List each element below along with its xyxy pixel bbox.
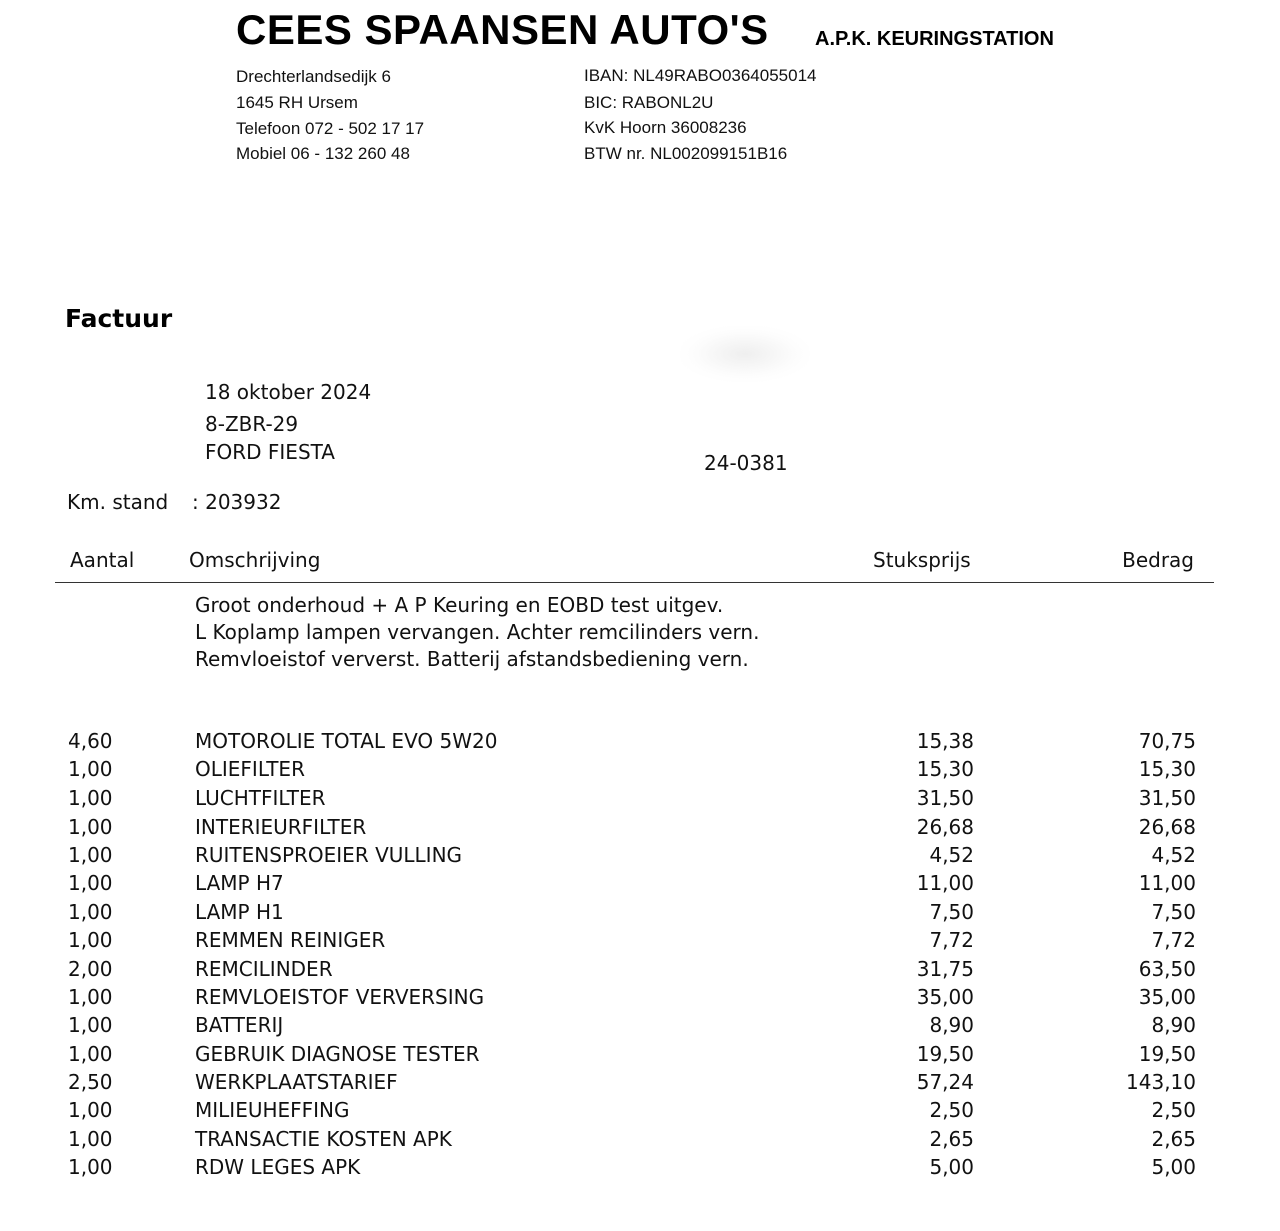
license-plate: 8-ZBR-29 xyxy=(205,412,299,436)
row-amount: 11,00 xyxy=(1138,871,1196,895)
row-name: WERKPLAATSTARIEF xyxy=(195,1070,398,1094)
row-amount: 143,10 xyxy=(1126,1070,1196,1094)
row-name: RUITENSPROEIER VULLING xyxy=(195,843,463,867)
work-description-line: Groot onderhoud + A P Keuring en EOBD test uitgev. xyxy=(195,593,724,617)
table-row xyxy=(0,985,1280,1013)
row-qty: 1,00 xyxy=(68,757,113,781)
row-amount: 31,50 xyxy=(1138,786,1196,810)
row-qty: 1,00 xyxy=(68,1042,113,1066)
company-name: CEES SPAANSEN AUTO'S xyxy=(236,6,769,53)
row-name: MOTOROLIE TOTAL EVO 5W20 xyxy=(195,729,498,753)
row-unit-price: 19,50 xyxy=(916,1042,974,1066)
row-unit-price: 15,38 xyxy=(916,729,974,753)
invoice-number: 24-0381 xyxy=(704,451,788,475)
row-qty: 1,00 xyxy=(68,1098,113,1122)
row-unit-price: 7,50 xyxy=(929,900,974,924)
table-row xyxy=(0,729,1280,757)
row-unit-price: 15,30 xyxy=(916,757,974,781)
table-row xyxy=(0,957,1280,985)
vehicle-model: FORD FIESTA xyxy=(205,440,335,464)
table-row xyxy=(0,843,1280,871)
row-name: LAMP H1 xyxy=(195,900,284,924)
row-qty: 1,00 xyxy=(68,815,113,839)
table-row xyxy=(0,928,1280,956)
row-unit-price: 31,75 xyxy=(916,957,974,981)
table-row xyxy=(0,1098,1280,1126)
column-header-unit-price: Stuksprijs xyxy=(873,548,971,572)
row-amount: 5,00 xyxy=(1151,1155,1196,1179)
row-qty: 1,00 xyxy=(68,1155,113,1179)
btw: BTW nr. NL002099151B16 xyxy=(584,144,788,163)
row-qty: 1,00 xyxy=(68,985,113,1009)
invoice-title: Factuur xyxy=(65,304,173,333)
row-amount: 7,72 xyxy=(1151,928,1196,952)
row-name: TRANSACTIE KOSTEN APK xyxy=(195,1127,452,1151)
row-unit-price: 57,24 xyxy=(916,1070,974,1094)
row-unit-price: 31,50 xyxy=(916,786,974,810)
row-name: REMMEN REINIGER xyxy=(195,928,386,952)
row-amount: 2,65 xyxy=(1151,1127,1196,1151)
header-rule xyxy=(55,582,1214,583)
row-name: RDW LEGES APK xyxy=(195,1155,361,1179)
invoice-date: 18 oktober 2024 xyxy=(205,380,372,404)
row-unit-price: 2,50 xyxy=(929,1098,974,1122)
kvk: KvK Hoorn 36008236 xyxy=(584,118,747,137)
table-row xyxy=(0,1155,1280,1183)
row-name: BATTERIJ xyxy=(195,1013,284,1037)
row-qty: 1,00 xyxy=(68,1127,113,1151)
address-street: Drechterlandsedijk 6 xyxy=(236,67,391,86)
redacted-area xyxy=(680,326,810,382)
table-row xyxy=(0,786,1280,814)
row-name: MILIEUHEFFING xyxy=(195,1098,350,1122)
column-header-description: Omschrijving xyxy=(189,548,321,572)
row-name: REMCILINDER xyxy=(195,957,333,981)
company-tagline: A.P.K. KEURINGSTATION xyxy=(815,28,1054,50)
row-amount: 70,75 xyxy=(1138,729,1196,753)
row-qty: 1,00 xyxy=(68,900,113,924)
address-city: 1645 RH Ursem xyxy=(236,93,358,112)
column-header-amount: Bedrag xyxy=(1122,548,1194,572)
table-row xyxy=(0,871,1280,899)
row-unit-price: 35,00 xyxy=(916,985,974,1009)
km-value: : 203932 xyxy=(192,490,282,514)
table-row xyxy=(0,815,1280,843)
row-amount: 7,50 xyxy=(1151,900,1196,924)
row-unit-price: 4,52 xyxy=(929,843,974,867)
iban: IBAN: NL49RABO0364055014 xyxy=(584,66,817,85)
row-name: LAMP H7 xyxy=(195,871,284,895)
row-name: REMVLOEISTOF VERVERSING xyxy=(195,985,485,1009)
row-qty: 1,00 xyxy=(68,1013,113,1037)
table-row xyxy=(0,900,1280,928)
row-unit-price: 2,65 xyxy=(929,1127,974,1151)
row-amount: 2,50 xyxy=(1151,1098,1196,1122)
bic: BIC: RABONL2U xyxy=(584,93,714,112)
table-row xyxy=(0,1013,1280,1041)
row-amount: 8,90 xyxy=(1151,1013,1196,1037)
row-name: GEBRUIK DIAGNOSE TESTER xyxy=(195,1042,480,1066)
column-header-qty: Aantal xyxy=(70,548,135,572)
table-row xyxy=(0,1042,1280,1070)
work-description-line: L Koplamp lampen vervangen. Achter remcilinders vern. xyxy=(195,620,760,644)
address-phone: Telefoon 072 - 502 17 17 xyxy=(236,119,425,138)
row-amount: 4,52 xyxy=(1151,843,1196,867)
row-unit-price: 26,68 xyxy=(916,815,974,839)
row-qty: 1,00 xyxy=(68,786,113,810)
row-qty: 2,00 xyxy=(68,957,113,981)
work-description-line: Remvloeistof ververst. Batterij afstandsbediening vern. xyxy=(195,647,749,671)
row-name: INTERIEURFILTER xyxy=(195,815,367,839)
row-amount: 15,30 xyxy=(1138,757,1196,781)
row-unit-price: 5,00 xyxy=(929,1155,974,1179)
row-amount: 35,00 xyxy=(1138,985,1196,1009)
row-amount: 26,68 xyxy=(1138,815,1196,839)
row-amount: 19,50 xyxy=(1138,1042,1196,1066)
row-qty: 4,60 xyxy=(68,729,113,753)
row-amount: 63,50 xyxy=(1138,957,1196,981)
row-unit-price: 8,90 xyxy=(929,1013,974,1037)
km-label: Km. stand xyxy=(67,490,169,514)
table-row xyxy=(0,757,1280,785)
row-qty: 1,00 xyxy=(68,871,113,895)
row-unit-price: 7,72 xyxy=(929,928,974,952)
row-qty: 2,50 xyxy=(68,1070,113,1094)
address-mobile: Mobiel 06 - 132 260 48 xyxy=(236,144,410,163)
row-name: OLIEFILTER xyxy=(195,757,305,781)
row-qty: 1,00 xyxy=(68,843,113,867)
table-row xyxy=(0,1070,1280,1098)
row-unit-price: 11,00 xyxy=(916,871,974,895)
row-name: LUCHTFILTER xyxy=(195,786,326,810)
table-row xyxy=(0,1127,1280,1155)
row-qty: 1,00 xyxy=(68,928,113,952)
